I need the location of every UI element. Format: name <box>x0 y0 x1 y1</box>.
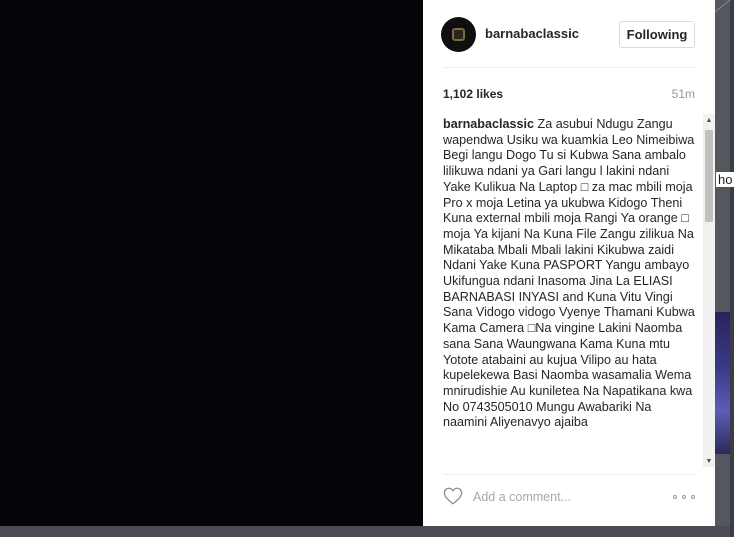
avatar[interactable] <box>441 17 476 52</box>
divider <box>443 67 695 68</box>
avatar-logo <box>452 28 465 41</box>
post-header <box>423 0 715 67</box>
background-partial-text: ho <box>718 172 733 187</box>
caption-username[interactable]: barnabaclassic <box>443 117 535 131</box>
post-caption <box>443 117 697 467</box>
dot <box>682 495 686 499</box>
divider <box>443 474 695 475</box>
dot <box>691 495 695 499</box>
caption-text: Za asubui Ndugu Zangu wapendwa Usiku wa kuamkia Leo Nimeibiwa Begi langu Dogo Tu si Kubwa Sana ambalo lilikuwa ndani ya Gari langu l lakini ndani Yake Kulikua Na Laptop □ za mac mbili moja Pro x moja Letina ya ukubwa Kidogo Theni Kuna external mbili moja Rangi Ya orange □ moja Ya kijani Na Kuna File Zangu zilikua Na Mikataba Mbali Mbali lakini Kikubwa zaidi Ndani Yake Kuna PASPORT Yangu ambayo Ukifungua ndani Inasoma Jina La ELIASI BARNABASI INYASI and Kuna Vitu Vingi Sana Vidogo vidogo Vyenye Thamani Kubwa Kama Camera □Na vingine Lakini Naomba sana Sana Waungwana Kama Kuna mtu Yotote atabaini au kujua Vilipo au hata kupelekewa Basi Naomba wasamalia Wema mnirudishie Au kuniletea Na Napatikana kwa No 0743505010 Mungu Awabariki Na naamini Aliyenavyo ajaiba <box>443 117 695 430</box>
background-image-strip <box>715 312 730 454</box>
comment-input[interactable] <box>473 488 623 506</box>
caption-scrollbar[interactable] <box>703 114 715 467</box>
scroll-up-icon[interactable]: ▲ <box>705 116 713 124</box>
scroll-down-icon[interactable]: ▼ <box>705 457 713 465</box>
likes-count[interactable]: 1,102 likes <box>443 87 504 101</box>
following-button[interactable]: Following <box>619 21 695 48</box>
scroll-thumb[interactable] <box>705 130 713 222</box>
post-username[interactable]: barnabaclassic <box>485 26 579 41</box>
heart-icon[interactable] <box>443 487 463 505</box>
post-side-panel <box>423 0 715 526</box>
post-time[interactable]: 51m <box>671 87 695 101</box>
background-page <box>715 0 730 537</box>
more-options-icon[interactable] <box>673 493 695 501</box>
bottom-overlay-bar <box>0 526 730 537</box>
dot <box>673 495 677 499</box>
